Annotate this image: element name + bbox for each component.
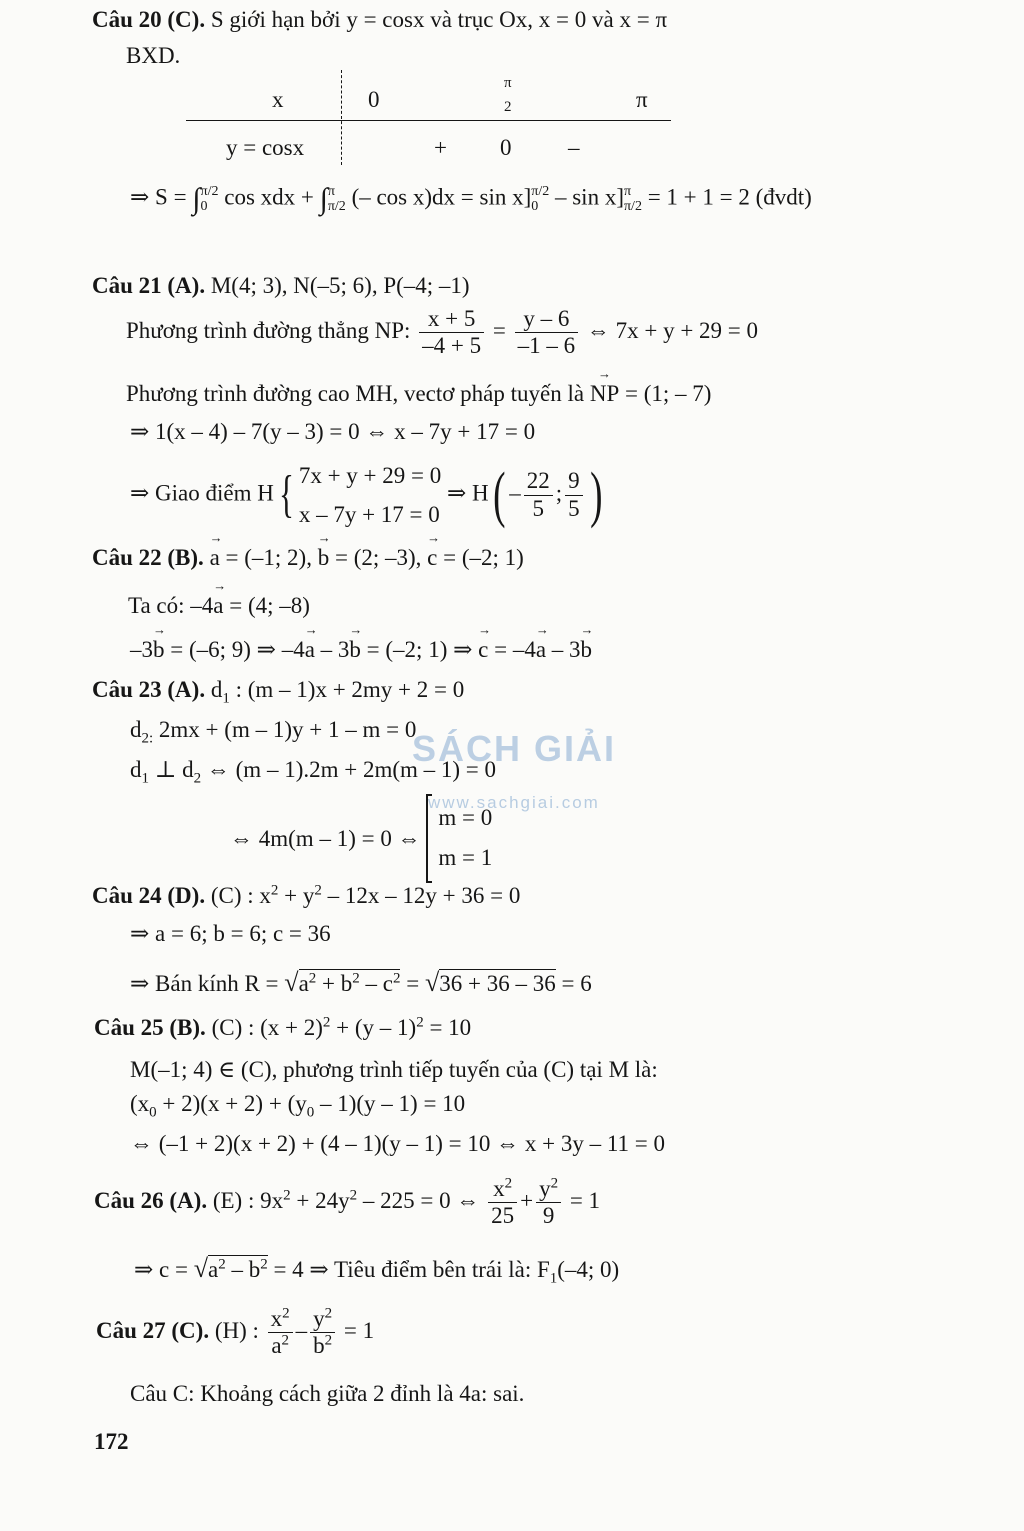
h-lparen: ( (492, 461, 506, 530)
page-number: 172 (94, 1429, 129, 1454)
mid-term: – sin x] (554, 184, 624, 210)
bracket2-limits: π π/2 (623, 184, 642, 215)
h-arrow: ⇒ H (446, 480, 489, 506)
q25-label: Câu 25 (B). (94, 1015, 206, 1040)
h-rparen: ) (589, 461, 603, 530)
integral-sign-2: ∫ (319, 182, 328, 216)
q26-line2: ⇒ $c = √a^2 - b^2 = 4$ ⇒ Tiêu điểm bên trái là: $F_1(-4$; 0) (134, 1254, 620, 1287)
q26-title: Câu 26 (A). (E) : $9x^2 + 24y^2 - 225 = 0$ ⇔ $\frac{x^2}{25}$ + $\frac{y^2}{9}$ = 1 (94, 1175, 601, 1229)
q21-mh-line (126, 382, 711, 405)
q21-title (92, 274, 470, 297)
ellipse-frac-1: $\frac{x^2}{25}$ (488, 1176, 517, 1230)
np-frac-2: $\frac{y - 6}{-1 - 6}$ (515, 306, 579, 360)
system: 7x + y + 29 = 0 x – 7y + 17 = 0 (298, 463, 442, 528)
watermark-url: www.sachgiai.com (428, 793, 600, 812)
q23-label: Câu 23 (A). (92, 677, 206, 702)
vec-a-2: a → (213, 594, 223, 617)
q20-title (92, 8, 667, 31)
vec-a-4: a → (536, 638, 546, 661)
q27-line2: Câu C: Khoảng cách giữa 2 đỉnh là 4a: sai. (130, 1381, 525, 1406)
np-vector: NP → (590, 382, 619, 405)
vec-c-val: = (–2; 1) (443, 545, 524, 570)
table-y-zero: 0 (500, 135, 512, 160)
np-vector-value: = (1; – 7) (625, 381, 712, 406)
bracket1-limits: π/2 0 (531, 184, 550, 215)
hyperbola-frac-1: $\frac{x^2}{a^2}$ (268, 1306, 293, 1360)
vec-a: a → (210, 546, 220, 569)
table-x-pi: π (636, 87, 648, 112)
vec-a-3: a → (305, 638, 315, 661)
vec-b-val: = (2; –3), (334, 545, 422, 570)
table-x-pi2-den: 2 (504, 99, 512, 115)
q23-perp: $d_1$ ⊥ $d_2$ ⇔ (m – 1).2m + 2m(m – 1) = 0 (130, 757, 497, 787)
q26-label: Câu 26 (A). (94, 1188, 208, 1214)
q21-label: Câu 21 (A). (92, 273, 206, 298)
q27-label: Câu 27 (C). (96, 1318, 210, 1344)
np-result: ⇔ 7x + y + 29 = 0 (586, 318, 759, 344)
q27-title: Câu 27 (C). (H) : $\frac{x^2}{a^2}$ – $\frac{y^2}{b^2}$ = 1 (96, 1305, 375, 1359)
table-y-plus: + (434, 135, 447, 160)
q21-mh-eq: ⇒ 1(x – 4) – 7(y – 3) = 0 ⇔ x – 7y + 17 = 0 (130, 419, 536, 444)
q21-np-line (126, 306, 758, 360)
q25-line2: M(–1; 4) ∈ (C), phương trình tiếp tuyến của (C) tại M là: (130, 1057, 658, 1082)
q23-d2: $d_{2:}$ 2mx + (m – 1)y + 1 – m = 0 (130, 717, 417, 747)
vec-b: b → (318, 546, 330, 569)
table-vline (341, 70, 342, 165)
sign-table (186, 70, 676, 170)
s-eq: ⇒ S = (130, 184, 187, 210)
int1-body: cos xdx + (224, 184, 314, 210)
q23-solve: ⇔ 4m(m – 1) = 0 ⇔ m = 0 m = 1 (230, 794, 492, 883)
vec-a-val: = (–1; 2), (225, 545, 312, 570)
q20-label: Câu 20 (C). (92, 7, 206, 32)
area-result: = 1 + 1 = 2 (đvdt) (647, 184, 812, 210)
hx-sign: – (509, 480, 521, 506)
q24-label: Câu 24 (D). (92, 883, 206, 908)
q21-intersection: ⇒ Giao điểm H{ 7x + y + 29 = 0 x – 7y + 17 = 0 ⇒ H( – $\frac{22}{5}$ ; $\frac{9}{5}$ ) (130, 456, 606, 534)
vec-b-3: b → (153, 638, 165, 661)
table-y-minus: – (568, 135, 580, 160)
hyperbola-frac-2: $\frac{y^2}{b^2}$ (310, 1306, 335, 1360)
table-y-head: y = cosx (226, 135, 305, 160)
q25-line3: $(x_0 + 2)(x + 2) + (y_0 - 1)(y - 1) = 10$ (130, 1091, 466, 1121)
vec-c-3: c → (478, 638, 488, 661)
sqrt-3: $√a^2 - b^2$ (193, 1254, 268, 1283)
q20-formula (130, 184, 812, 215)
int2-body: (– cos x)dx = sin x] (351, 184, 532, 210)
table-x-0: 0 (368, 87, 380, 112)
q22-label: Câu 22 (B). (92, 545, 204, 570)
np-eq: = (492, 318, 506, 344)
q24-line2: ⇒ a = 6; b = 6; c = 36 (130, 921, 331, 946)
np-frac-1: $\frac{x + 5}{-4 + 5}$ (419, 306, 484, 360)
vec-b-5: b → (581, 638, 593, 661)
table-x-head: x (272, 87, 284, 112)
q23-title: Câu 23 (A). $d_1$ : (m – 1)x + 2my + 2 = 0 (92, 677, 465, 707)
q24-line3: ⇒ Bán kính $R = √a^2 + b^2 - c^2 = √36 + 36 - 36 = 6$ (130, 968, 592, 997)
np-text: Phương trình đường thẳng NP: (126, 318, 411, 344)
vec-c: c → (427, 546, 437, 569)
hx-frac: $\frac{22}{5}$ (524, 468, 553, 522)
integral-sign-1: ∫ (192, 182, 201, 216)
mh-text: Phương trình đường cao MH, vectơ pháp tuyến là (126, 381, 585, 406)
solution-bracket: m = 0 m = 1 (426, 794, 492, 883)
table-x-pi2-num: π (504, 75, 512, 91)
sqrt-2: √36 + 36 – 36 (424, 968, 556, 997)
hy-frac: $\frac{9}{5}$ (565, 468, 583, 522)
q24-title: Câu 24 (D). (C) : $x^2 + y^2 - 12x - 12y + 36 = 0$ (92, 882, 521, 908)
q22-title (92, 546, 524, 569)
q22-line2: Ta có: –4a → = (4; –8) (128, 594, 310, 617)
system-brace: { (278, 466, 294, 524)
sqrt-1: $√a^2 + b^2 - c^2$ (284, 968, 401, 997)
watermark-logo: SÁCH GIẢI (412, 728, 617, 769)
q25-line4: ⇔ (–1 + 2)(x + 2) + (4 – 1)(y – 1) = 10 ⇔ x + 3y – 11 = 0 (130, 1131, 665, 1156)
int2-limits: π π/2 (327, 184, 346, 215)
q22-line3: –3b → = (–6; 9) ⇒ –4a → – 3b → = (–2; 1) ⇒ c → = –4a → – 3b → (130, 638, 592, 661)
int1-limits: π/2 0 (200, 184, 219, 215)
q25-title: Câu 25 (B). (C) : $(x + 2)^2 + (y - 1)^2 = 10$ (94, 1014, 472, 1040)
table-hline (186, 120, 671, 121)
ellipse-frac-2: $\frac{y^2}{9}$ (536, 1176, 561, 1230)
h-prefix: ⇒ Giao điểm H (130, 480, 274, 506)
vec-b-4: b → (349, 638, 361, 661)
q20-bxd: BXD. (126, 43, 181, 68)
q21-points: M(4; 3), N(–5; 6), P(–4; –1) (210, 273, 470, 298)
q20-text: S giới hạn bởi y = cosx và trục Ox, x = 0 và x = π (210, 7, 668, 32)
